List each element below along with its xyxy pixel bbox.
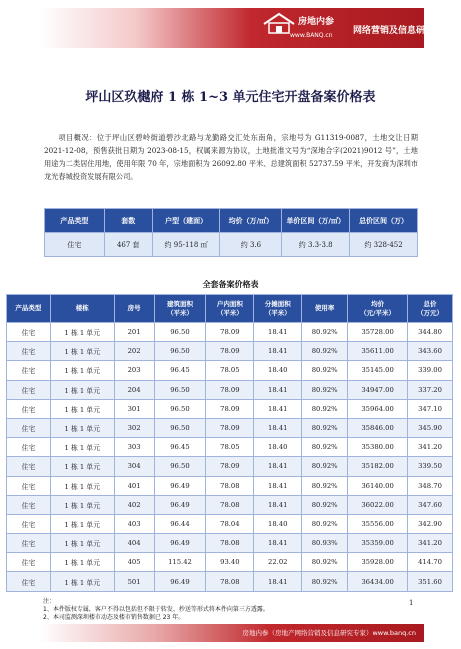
table-cell: 80.92%: [302, 457, 348, 476]
table-cell: 351.60: [408, 572, 453, 591]
table-cell: 341.20: [408, 534, 453, 553]
price-header-cell: [302, 295, 348, 323]
table-cell: 96.49: [154, 495, 206, 514]
price-header-cell: [50, 295, 114, 323]
table-cell: 78.09: [206, 399, 254, 418]
summary-header-cell: 总价区间（万）: [350, 209, 418, 233]
table-cell: 78.09: [206, 323, 254, 342]
table-cell: 住宅: [7, 495, 51, 514]
banner-slogan: 网络营销及信息研究专家: [353, 26, 453, 36]
summary-header-cell: 户型（建面）: [152, 209, 220, 233]
table-cell: 住宅: [7, 476, 51, 495]
table-cell: 80.92%: [302, 476, 348, 495]
header-line: （平米）: [166, 308, 193, 317]
header-line: 房号: [127, 304, 141, 312]
summary-cell: 约 95-118 ㎡: [152, 233, 220, 257]
table-cell: 1 栋 1 单元: [50, 572, 114, 591]
header-line: 产品类型: [15, 304, 42, 312]
summary-cell: 约 3.3-3.8: [282, 233, 350, 257]
price-header-cell: [348, 295, 408, 323]
table-cell: 96.50: [154, 399, 206, 418]
table-cell: 80.92%: [302, 418, 348, 437]
table-cell: 115.42: [154, 553, 206, 572]
table-row: [7, 553, 453, 572]
table-cell: 78.05: [206, 438, 254, 457]
logo-name: 房地内参: [298, 17, 335, 27]
note-item: 2、本司监测深圳楼市动态及楼市销售数据已 23 年。: [43, 614, 185, 621]
table-row: [7, 457, 453, 476]
table-cell: 1 栋 1 单元: [50, 361, 114, 380]
table-cell: 201: [114, 323, 154, 342]
table-cell: 404: [114, 534, 154, 553]
table-cell: 1 栋 1 单元: [50, 380, 114, 399]
table-cell: 36140.00: [348, 476, 408, 495]
notes-label: 注：: [43, 598, 56, 605]
table-cell: 96.49: [154, 534, 206, 553]
table-cell: 18.40: [254, 361, 302, 380]
table-cell: 96.44: [154, 514, 206, 533]
table-cell: 35611.00: [348, 342, 408, 361]
table-cell: 18.41: [254, 495, 302, 514]
footer-text: 房地内参（房地产网络营销及信息研究专家）www.banq.cn: [242, 629, 416, 637]
table-cell: 1 栋 1 单元: [50, 476, 114, 495]
table-cell: 1 栋 1 单元: [50, 399, 114, 418]
summary-cell: 住宅: [45, 233, 105, 257]
table-cell: 78.08: [206, 476, 254, 495]
table-cell: 96.50: [154, 418, 206, 437]
table-cell: 18.41: [254, 476, 302, 495]
table-cell: 203: [114, 361, 154, 380]
table-cell: 96.50: [154, 380, 206, 399]
table-cell: 80.92%: [302, 553, 348, 572]
table-cell: 18.41: [254, 457, 302, 476]
summary-header-cell: 单价区间（万/㎡）: [282, 209, 350, 233]
table-cell: 住宅: [7, 534, 51, 553]
summary-table: [44, 208, 418, 257]
table-cell: 住宅: [7, 438, 51, 457]
table-cell: 18.41: [254, 418, 302, 437]
table-cell: 1 栋 1 单元: [50, 418, 114, 437]
table-cell: 35928.00: [348, 553, 408, 572]
table-cell: 1 栋 1 单元: [50, 495, 114, 514]
table-cell: 304: [114, 457, 154, 476]
table-row: [7, 514, 453, 533]
price-header-cell: [154, 295, 206, 323]
table-cell: 414.70: [408, 553, 453, 572]
table-cell: 80.92%: [302, 323, 348, 342]
header-line: 户内面积: [216, 299, 243, 308]
table-cell: 1 栋 1 单元: [50, 342, 114, 361]
table-cell: 住宅: [7, 361, 51, 380]
table-cell: 339.00: [408, 361, 453, 380]
header-line: 楼栋: [75, 304, 89, 312]
table-cell: 18.41: [254, 380, 302, 399]
table-row: [7, 476, 453, 495]
table-cell: 35380.00: [348, 438, 408, 457]
project-overview: 项目概况：位于坪山区碧岭街道碧沙北路与龙勤路交汇处东南角，宗地号为 G11319-0087，土地交让日期 2021-12-08，预售获批日期为 2023-08-15，权属来源为协议，土地批准文号为“深地合字(2021)9012 号”，土地用途为二类居住用地，使用年限 70 年，宗地面积为 26092.80 平米、总建筑面积 52737.59 平米，开发商为深圳市龙光春城投资发展有限公司。: [44, 133, 418, 181]
table-cell: 住宅: [7, 553, 51, 572]
table-cell: 18.41: [254, 534, 302, 553]
table-cell: 36022.00: [348, 495, 408, 514]
summary-row: [45, 233, 418, 257]
summary-header-cell: 产品类型: [45, 209, 105, 233]
table-cell: 80.92%: [302, 572, 348, 591]
table-cell: 96.50: [154, 323, 206, 342]
table-cell: 1 栋 1 单元: [50, 457, 114, 476]
price-header-cell: [408, 295, 453, 323]
footer-bar: [40, 624, 424, 642]
table-cell: 78.09: [206, 380, 254, 399]
table-cell: 18.40: [254, 438, 302, 457]
summary-header-cell: 套数: [104, 209, 152, 233]
summary-cell: 约 3.6: [220, 233, 282, 257]
table-cell: 80.92%: [302, 495, 348, 514]
table-row: [7, 495, 453, 514]
table-cell: 96.45: [154, 361, 206, 380]
table-cell: 80.92%: [302, 342, 348, 361]
table-cell: 22.02: [254, 553, 302, 572]
table-cell: 96.45: [154, 438, 206, 457]
table-row: [7, 361, 453, 380]
table-cell: 339.50: [408, 457, 453, 476]
table-cell: 35728.00: [348, 323, 408, 342]
table-cell: 302: [114, 418, 154, 437]
table-cell: 402: [114, 495, 154, 514]
price-header-cell: [206, 295, 254, 323]
table-cell: 343.60: [408, 342, 453, 361]
table-cell: 住宅: [7, 323, 51, 342]
table-cell: 301: [114, 399, 154, 418]
table-cell: 96.50: [154, 342, 206, 361]
header-line: 建筑面积: [166, 299, 193, 308]
table-cell: 337.20: [408, 380, 453, 399]
table-cell: 18.41: [254, 572, 302, 591]
table-cell: 1 栋 1 单元: [50, 323, 114, 342]
table-cell: 93.40: [206, 553, 254, 572]
summary-header-row: [45, 209, 418, 233]
table-cell: 35145.00: [348, 361, 408, 380]
header-line: 分摊面积: [264, 299, 291, 308]
header-line: 均价: [371, 299, 385, 308]
table-cell: 347.60: [408, 495, 453, 514]
table-cell: 78.08: [206, 534, 254, 553]
table-row: [7, 418, 453, 437]
house-logo-icon: [262, 12, 296, 34]
table-cell: 96.49: [154, 476, 206, 495]
table-cell: 住宅: [7, 418, 51, 437]
table-cell: 36434.00: [348, 572, 408, 591]
table-cell: 78.05: [206, 361, 254, 380]
table-cell: 住宅: [7, 457, 51, 476]
table-cell: 住宅: [7, 572, 51, 591]
price-table: [6, 294, 453, 592]
table-cell: 78.09: [206, 457, 254, 476]
table-cell: 35359.00: [348, 534, 408, 553]
table-cell: 80.92%: [302, 438, 348, 457]
header-line: （平米）: [264, 308, 291, 317]
table-cell: 18.41: [254, 323, 302, 342]
table-cell: 18.41: [254, 399, 302, 418]
table-cell: 345.90: [408, 418, 453, 437]
table-cell: 住宅: [7, 380, 51, 399]
header-line: 使用率: [314, 304, 335, 312]
table-row: [7, 399, 453, 418]
section-title: 全套备案价格表: [202, 280, 259, 289]
page-number: 1: [409, 599, 414, 607]
table-row: [7, 572, 453, 591]
table-cell: 96.49: [154, 572, 206, 591]
header-banner: [40, 8, 453, 48]
summary-cell: 约 328-452: [350, 233, 418, 257]
price-table-body: [7, 323, 453, 592]
table-row: [7, 438, 453, 457]
table-cell: 住宅: [7, 342, 51, 361]
page-title: 坪山区玖樾府 1 栋 1~3 单元住宅开盘备案价格表: [85, 90, 376, 105]
table-cell: 80.93%: [302, 534, 348, 553]
price-header-row: [7, 295, 453, 323]
table-cell: 202: [114, 342, 154, 361]
table-cell: 341.20: [408, 438, 453, 457]
table-cell: 1 栋 1 单元: [50, 438, 114, 457]
table-cell: 住宅: [7, 399, 51, 418]
footer-notes: [43, 598, 403, 622]
table-cell: 80.92%: [302, 380, 348, 399]
table-row: [7, 534, 453, 553]
table-cell: 80.92%: [302, 514, 348, 533]
logo-url: www.BANQ.cn: [290, 32, 333, 39]
table-cell: 303: [114, 438, 154, 457]
table-cell: 204: [114, 380, 154, 399]
table-cell: 80.92%: [302, 399, 348, 418]
table-cell: 344.80: [408, 323, 453, 342]
note-item: 1、本件版权专属，客户不得以包括但不限于转发、抄送等形式将本件向第三方透露。: [43, 606, 269, 613]
table-cell: 34947.00: [348, 380, 408, 399]
table-cell: 35182.00: [348, 457, 408, 476]
table-cell: 78.09: [206, 342, 254, 361]
table-cell: 342.90: [408, 514, 453, 533]
header-line: （元/平米）: [360, 308, 395, 317]
table-cell: 405: [114, 553, 154, 572]
table-cell: 1 栋 1 单元: [50, 514, 114, 533]
table-cell: 35964.00: [348, 399, 408, 418]
table-cell: 18.40: [254, 514, 302, 533]
header-line: 总价: [423, 299, 437, 308]
table-cell: 住宅: [7, 514, 51, 533]
summary-header-cell: 均价（万/㎡）: [220, 209, 282, 233]
table-cell: 1 栋 1 单元: [50, 553, 114, 572]
price-header-cell: [114, 295, 154, 323]
price-header-cell: [7, 295, 51, 323]
summary-cell: 467 套: [104, 233, 152, 257]
table-cell: 1 栋 1 单元: [50, 534, 114, 553]
header-line: （万元）: [417, 308, 443, 317]
table-cell: 78.08: [206, 572, 254, 591]
table-cell: 18.41: [254, 342, 302, 361]
table-cell: 80.92%: [302, 361, 348, 380]
table-row: [7, 342, 453, 361]
table-cell: 35556.00: [348, 514, 408, 533]
table-row: [7, 380, 453, 399]
table-cell: 401: [114, 476, 154, 495]
table-cell: 78.04: [206, 514, 254, 533]
table-cell: 78.09: [206, 418, 254, 437]
table-cell: 96.50: [154, 457, 206, 476]
table-cell: 35846.00: [348, 418, 408, 437]
table-cell: 403: [114, 514, 154, 533]
table-row: [7, 323, 453, 342]
table-cell: 347.10: [408, 399, 453, 418]
table-cell: 78.08: [206, 495, 254, 514]
table-cell: 348.70: [408, 476, 453, 495]
header-line: （平米）: [216, 308, 243, 317]
price-header-cell: [254, 295, 302, 323]
table-cell: 501: [114, 572, 154, 591]
